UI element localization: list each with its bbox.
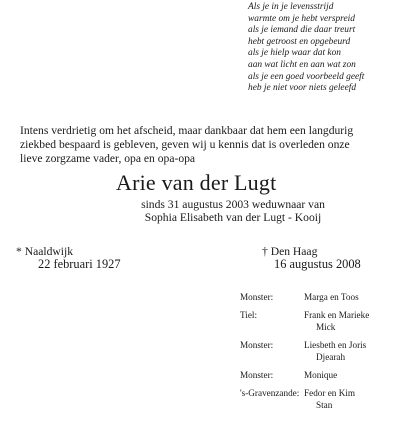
survivor-row	[240, 310, 369, 333]
survivor-place: Monster:	[240, 370, 274, 381]
announcement-text	[20, 124, 410, 166]
death-place: † Den Haag	[262, 245, 318, 258]
survivor-row	[240, 292, 369, 303]
poem-line: Als je in je levensstrijd	[248, 2, 334, 12]
survivor-child: Stan	[316, 399, 333, 410]
poem-line: als je een goed voorbeeld geeft	[248, 71, 365, 82]
widower-since: sinds 31 augustus 2003 weduwnaar van	[141, 198, 325, 211]
survivor-names: Frank en Marieke	[304, 310, 370, 321]
survivor-child: Djearah	[316, 351, 346, 362]
poem-line: warmte om je hebt verspreid	[248, 13, 355, 24]
survivor-place: Tiel:	[240, 310, 258, 321]
death-info	[262, 245, 361, 271]
survivors-list	[240, 292, 369, 418]
poem-line: aan wat licht en aan wat zon	[248, 59, 356, 70]
poem-line: hebt getroost en opgebeurd	[248, 36, 351, 47]
announcement-line: ziekbed bespaard is gebleven, geven wij u kennis dat is overleden onze	[20, 138, 350, 151]
survivor-names: Monique	[304, 370, 338, 381]
survivor-names: Marga en Toos	[304, 292, 359, 302]
survivor-place: Monster:	[240, 292, 274, 302]
survivor-child: Mick	[316, 321, 336, 332]
poem-line: als je iemand die daar treurt	[248, 25, 356, 36]
survivor-names: Liesbeth en Joris	[304, 340, 367, 351]
survivor-place: 's-Gravenzande:	[240, 388, 300, 399]
survivor-place: Monster:	[240, 340, 274, 351]
birth-date: 22 februari 1927	[38, 257, 121, 271]
survivor-row	[240, 388, 369, 411]
poem-line: als je hielp waar dat kon	[248, 48, 341, 59]
birth-place: * Naaldwijk	[16, 245, 73, 258]
announcement-line: lieve zorgzame vader, opa en opa-opa	[20, 152, 196, 165]
survivor-row	[240, 370, 369, 381]
survivor-names: Fedor en Kim	[304, 388, 356, 399]
birth-info	[16, 245, 121, 271]
death-date: 16 augustus 2008	[274, 257, 361, 271]
widower-line	[118, 198, 348, 224]
deceased-name: Arie van der Lugt	[116, 170, 277, 195]
spouse-name: Sophia Elisabeth van der Lugt - Kooij	[144, 211, 322, 224]
poem	[248, 2, 364, 95]
survivor-row	[240, 340, 369, 363]
announcement-line: Intens verdrietig om het afscheid, maar dankbaar dat hem een langdurig	[20, 124, 354, 137]
poem-line: heb je niet voor niets geleefd	[248, 83, 357, 94]
